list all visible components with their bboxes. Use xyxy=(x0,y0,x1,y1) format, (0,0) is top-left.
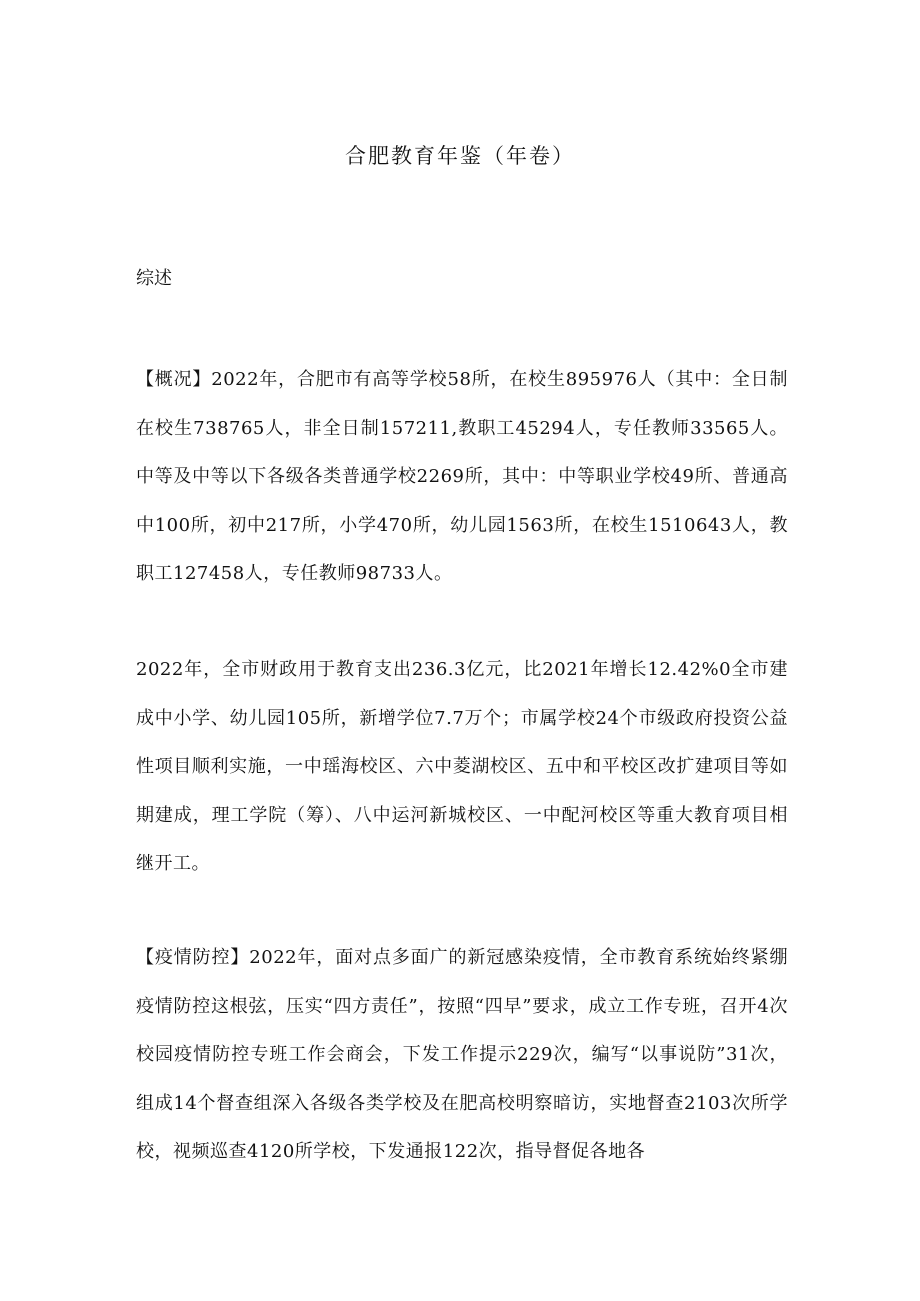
paragraph-lead-overview: 【概况】 xyxy=(136,369,212,390)
paragraph-lead-epidemic: 【疫情防控】 xyxy=(136,947,250,968)
paragraph-text-epidemic: 2022年，面对点多面广的新冠感染疫情，全市教育系统始终紧绷疫情防控这根弦，压实“四方责任”，按照“四早”要求，成立工作专班，召开4次校园疫情防控专班工作会商会，下发工作提示229次，编写“以事说防”31次，组成14个督查组深入各级各类学校及在肥高校明察暗访，实地督查2103次所学校，视频巡查4120所学校，下发通报122次，指导督促各地各 xyxy=(136,947,789,1162)
paragraph-epidemic-control xyxy=(136,934,788,1177)
section-heading-overview: 综述 xyxy=(136,268,172,289)
paragraph-overview xyxy=(136,356,788,599)
paragraph-finance xyxy=(136,646,788,889)
paragraph-text-finance: 2022年，全市财政用于教育支出236.3亿元，比2021年增长12.42%0全市建成中小学、幼儿园105所，新增学位7.7万个；市属学校24个市级政府投资公益性项目顺利实施，一中瑶海校区、六中菱湖校区、五中和平校区改扩建项目等如期建成，理工学院（筹）、八中运河新城校区、一中配河校区等重大教育项目相继开工。 xyxy=(136,659,788,874)
document-title: 合肥教育年鉴（年卷） xyxy=(345,144,575,168)
paragraph-text-overview: 2022年，合肥市有高等学校58所，在校生895976人（其中：全日制在校生738765人，非全日制157211,教职工45294人，专任教师33565人。中等及中等以下各级各类普通学校2269所，其中：中等职业学校49所、普通高中100所，初中217所，小学470所，幼儿园1563所，在校生1510643人，教职工127458人，专任教师98733人。 xyxy=(136,369,788,584)
